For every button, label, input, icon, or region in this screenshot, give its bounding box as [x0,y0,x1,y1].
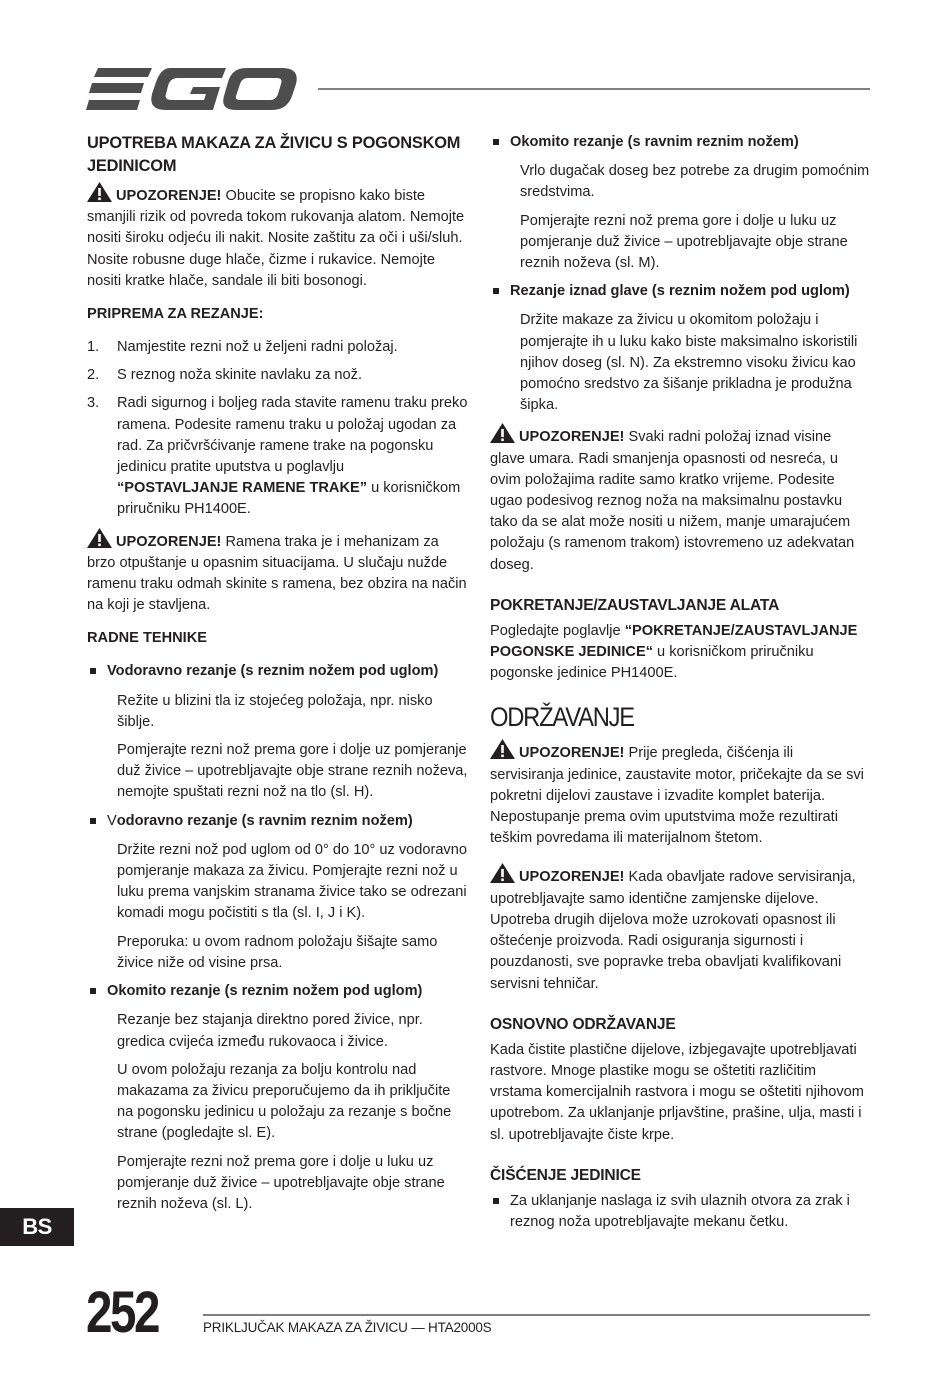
warning-text: Svaki radni položaj iznad visine glave umara. Radi smanjenja opasnosti od nesreća, u ovim položajima radite samo kratko vrijeme. Podesite ugao podesivog reznog noža na maksimalnu postavku tako da se alat može nositi u nižem, manje umarajućem položaju (s ramenom trakom) istovremeno uz adekvatan doseg. [490,429,855,573]
list-text: Namjestite rezni nož u željeni radni položaj. [117,339,398,356]
start-stop-text [490,621,870,685]
ego-logo [86,66,298,112]
list-number: 1. [87,339,100,356]
footer-rule [203,1314,870,1316]
technique-text: Vrlo dugačak doseg bez potrebe za drugim pomoćnim sredstvima. [520,163,870,201]
technique-text: Pomjerajte rezni nož prema gore i dolje u luku uz pomjeranje duž živice – upotrebljavajte obje strane reznih noževa (sl. M). [520,212,848,272]
warning-icon [87,182,112,202]
heading-basic-maintenance: OSNOVNO ODRŽAVANJE [490,1015,676,1033]
warning-before-service [490,739,870,849]
warning-text: Ramena traka je i mehanizam za brzo otpuštanje u opasnim situacijama. U slučaju nužde ramenu traku odmah skinite s ramena, bez obzira na način na koji je stavljena. [87,533,467,614]
warning-text: Prije pregleda, čišćenja ili servisiranja jedinice, zaustavite motor, pričekajte da se svi pokretni dijelovi zaustave i izvadite komplet baterija. Nepostupanje prema ovim uputstvima može rezultirati teškim povredama ili materijalnom štetom. [490,745,864,847]
cleaning-item: Za uklanjanje naslaga iz svih ulaznih otvora za zrak i reznog noža upotrebljavajte mekanu četku. [490,1191,870,1233]
warning-label: UPOZORENJE! [519,745,625,762]
warning-icon [87,528,112,548]
chapter-reference: “POKRETANJE/ZAUSTAVLJANJE POGONSKE JEDINICE“ [490,622,858,661]
left-column [87,132,468,1222]
right-column [490,132,870,1241]
heading-techniques: RADNE TEHNIKE [87,630,207,647]
technique-text: Držite rezni nož pod uglom od 0° do 10° uz vodoravno pomjeranje makaza za živicu. Pomjerajte rezni nož u luku prema vanjskim stranama živice tako se odrezani komadi mogu počistiti s tla (sl. I, J i K). [117,841,467,922]
warning-overhead [490,423,870,575]
chapter-reference: “POSTAVLJANJE RAMENE TRAKE” [117,480,368,497]
heading-prep: PRIPREMA ZA REZANJE: [87,306,264,323]
warning-icon [490,423,515,443]
list-text: Radi sigurnog i boljeg rada stavite ramenu traku preko ramena. Podesite ramenu traku u položaj ugodan za rad. Za pričvršćivanje ramene trake na pogonsku jedinicu pratite uputstva u poglavlju [117,395,468,476]
heading-start-stop: POKRETANJE/ZAUSTAVLJANJE ALATA [490,596,780,614]
list-item [87,337,468,358]
technique-title: Rezanje iznad glave (s reznim nožem pod uglom) [490,281,870,302]
technique-text: U ovom položaju rezanja za bolju kontrolu nad makazama za živicu preporučujemo da ih priključite na pogonsku jedinicu u položaju za rezanje s bočne strane (pogledajte sl. E). [117,1061,452,1142]
list-text: S reznog noža skinite navlaku za nož. [117,367,362,384]
warning-label: UPOZORENJE! [116,533,222,550]
warning-replacement-parts [490,863,870,994]
start-stop-text-before: Pogledajte poglavlje [490,622,625,639]
header-rule [318,88,870,90]
warning-text: Kada obavljate radove servisiranja, upotrebljavajte samo identične zamjenske dijelove. Upotreba drugih dijelova može uzrokovati opasnost ili oštećenje proizvoda. Radi osiguranja sigurnosti i pouzdanosti, sve popravke treba obavljati kvalifikovani servisni tehničar. [490,869,856,992]
warning-label: UPOZORENJE! [116,188,222,204]
technique-title [87,811,468,832]
technique-text: Pomjerajte rezni nož prema gore i dolje uz pomjeranje duž živice – upotrebljavajte obje strane reznih noževa, nemojte spuštati rezni nož na tlo (sl. H). [117,742,468,801]
warning-label: UPOZORENJE! [519,429,625,446]
heading-cleaning: ČIŠĆENJE JEDINICE [490,1166,641,1184]
technique-text: Držite makaze za živicu u okomitom položaju i pomjerajte ih u luku kako biste maksimalno iskoristili njihov doseg (sl. N). Za ekstremno visoku živicu kao pomoćno sredstvo za šišanje prikladna je produžna šipka. [520,312,858,414]
language-tab: BS [0,1208,74,1246]
technique-title: Vodoravno rezanje (s reznim nožem pod uglom) [87,661,468,682]
footer-doc-title: PRIKLJUČAK MAKAZA ZA ŽIVICU — HTA2000S [203,1320,492,1335]
list-number: 2. [87,367,100,384]
list-item [87,365,468,386]
technique-title-first: V [107,812,117,829]
warning-text: Obucite se propisno kako biste smanjili rizik od povreda tokom rukovanja alatom. Nemojte nositi široku odjeću ili nakit. Nosite zaštitu za oči i uši/sluh. Nosite robusne duge hlače, čizme i rukavice. Nemojte nositi kratke hlače, sandale ili biti bosonogi. [87,188,465,289]
technique-text: Preporuka: u ovom radnom položaju šišajte samo živice niže od visine prsa. [117,933,438,971]
technique-text: Režite u blizini tla iz stojećeg položaja, npr. nisko šiblje. [117,692,433,730]
warning-clothing [87,182,468,292]
page-number: 252 [86,1280,158,1345]
technique-title: Okomito rezanje (s reznim nožem pod uglom) [87,981,468,1002]
basic-maintenance-text: Kada čistite plastične dijelove, izbjegavajte upotrebljavati rastvore. Mnoge plastike mogu se oštetiti različitim vrstama komercijalnih rastvora i mogu se oštetiti njihovom upotrebom. Za uklanjanje prljavštine, prašine, ulja, masti i sl. upotrebljavajte čiste krpe. [490,1041,864,1143]
technique-title-rest: odoravno rezanje (s ravnim reznim nožem) [116,812,413,829]
technique-text: Pomjerajte rezni nož prema gore i dolje u luku uz pomjeranje duž živice – upotrebljavajte obje strane reznih noževa (sl. L). [117,1153,445,1212]
technique-title: Okomito rezanje (s ravnim reznim nožem) [490,132,870,153]
technique-text: Rezanje bez stajanja direktno pored živice, npr. gredica cvijeća između rukovaoca i živice. [117,1012,423,1050]
list-number: 3. [87,395,100,412]
warning-icon [490,739,515,759]
list-item [87,393,468,520]
warning-shoulder-strap [87,528,468,617]
list-text-end: u korisničkom priručniku PH1400E. [117,480,461,518]
warning-label: UPOZORENJE! [519,869,625,886]
warning-icon [490,863,515,883]
section-title-usage: UPOTREBA MAKAZA ZA ŽIVICU S POGONSKOM JEDINICOM [87,134,461,175]
heading-maintenance: ODRŽAVANJE [490,702,634,733]
start-stop-text-after: u korisničkom priručniku pogonske jedinice PH1400E. [490,644,814,682]
